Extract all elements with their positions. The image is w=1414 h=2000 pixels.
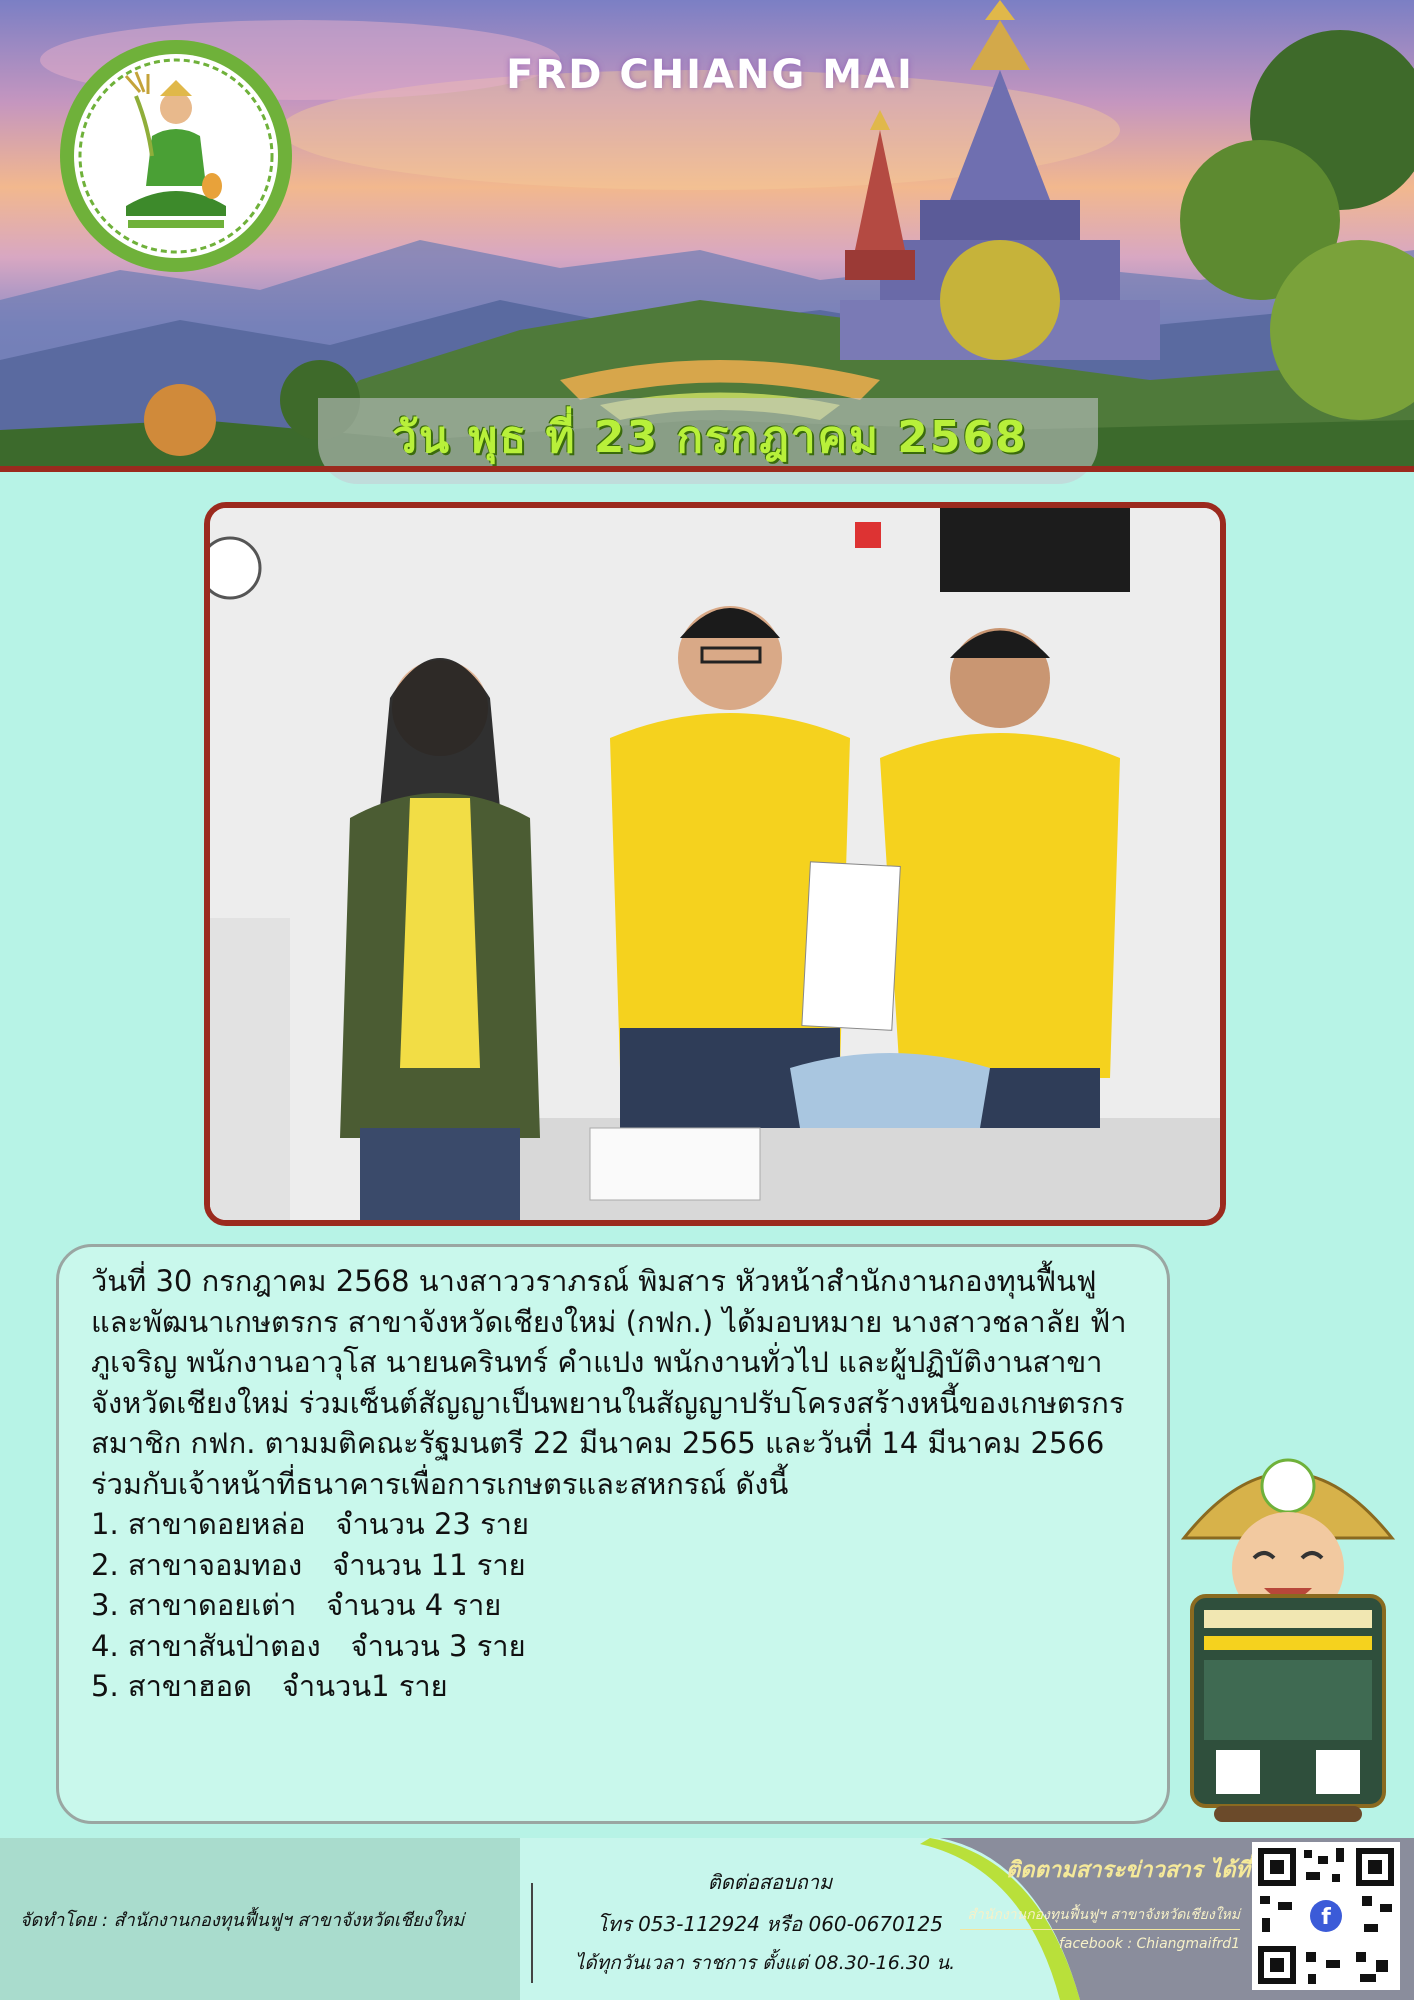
list-item	[91, 1545, 1137, 1586]
branch-name: 1. สาขาดอยหล่อ	[91, 1507, 306, 1541]
article-textbox	[56, 1244, 1170, 1824]
branch-count: จำนวน 3 ราย	[350, 1628, 526, 1663]
branch-list	[91, 1504, 1137, 1707]
footer-office-name: สำนักงานกองทุนฟื้นฟูฯ สาขาจังหวัดเชียงใหม่	[960, 1904, 1240, 1930]
branch-count: จำนวน 11 ราย	[332, 1547, 526, 1582]
footer-contact-title: ติดต่อสอบถาม	[707, 1870, 833, 1894]
event-photo	[204, 502, 1226, 1226]
branch-name: 5. สาขาฮอด	[91, 1669, 252, 1703]
banner-title: FRD CHIANG MAI	[506, 52, 914, 98]
list-item	[91, 1585, 1137, 1626]
list-item	[91, 1504, 1137, 1545]
footer-producer: จัดทำโดย : สำนักงานกองทุนฟื้นฟูฯ สาขาจังหวัดเชียงใหม่	[20, 1910, 465, 1931]
footer-contact-hours: ได้ทุกวันเวลา ราชการ ตั้งแต่ 08.30-16.30 น.	[574, 1952, 956, 1974]
banner-divider	[0, 466, 1414, 472]
organization-logo	[56, 36, 296, 276]
svg-text:f: f	[1321, 1905, 1331, 1930]
mascot-illustration	[1174, 1428, 1402, 1828]
footer-divider	[531, 1883, 533, 1983]
list-item	[91, 1666, 1137, 1707]
branch-count: จำนวน 4 ราย	[326, 1588, 502, 1622]
footer-facebook-link[interactable]: facebook : Chiangmaifrd1	[1058, 1936, 1240, 1952]
branch-count: จำนวน 23 ราย	[335, 1507, 529, 1541]
article-paragraph: วันที่ 30 กรกฎาคม 2568 นางสาววราภรณ์ พิมสาร หัวหน้าสำนักงานกองทุนฟื้นฟูและพัฒนาเกษตรกร สาขาจังหวัดเชียงใหม่ (กฟก.) ได้มอบหมาย นางสาวชลาลัย ฟ้าภูเจริญ พนักงานอาวุโส นายนครินทร์ คำแปง พนักงานทั่วไป และผู้ปฏิบัติงานสาขาจังหวัดเชียงใหม่ ร่วมเซ็นต์สัญญาเป็นพยานในสัญญาปรับโครงสร้างหนี้ของเกษตรกรสมาชิก กฟก. ตามมติคณะรัฐมนตรี 22 มีนาคม 2565 และวันที่ 14 มีนาคม 2566 ร่วมกับเจ้าหน้าที่ธนาคารเพื่อการเกษตรและสหกรณ์ ดังนี้	[91, 1264, 1127, 1501]
branch-name: 3. สาขาดอยเต่า	[91, 1588, 297, 1622]
branch-count: จำนวน1 ราย	[281, 1669, 448, 1703]
header-date: วัน พุธ ที่ 23 กรกฎาคม 2568	[392, 412, 1028, 463]
branch-name: 2. สาขาจอมทอง	[91, 1547, 303, 1582]
qr-code-icon[interactable]	[1252, 1842, 1400, 1990]
footer-contact-phone: โทร 053-112924 หรือ 060-0670125	[597, 1912, 943, 1936]
footer-follow-title: ติดตามสาระข่าวสาร ได้ที่	[1006, 1858, 1250, 1883]
list-item	[91, 1626, 1137, 1667]
branch-name: 4. สาขาสันป่าตอง	[91, 1628, 321, 1663]
